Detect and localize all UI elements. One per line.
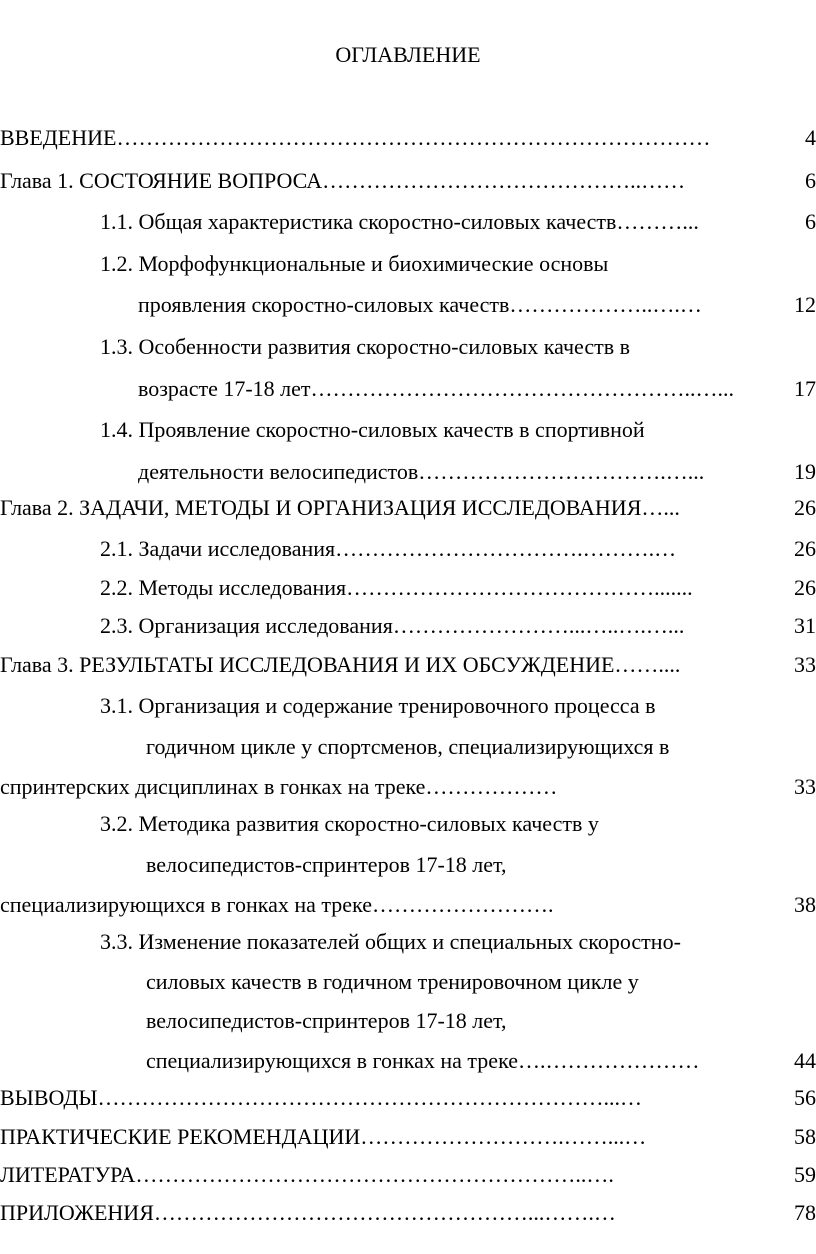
toc-page-number: 58 xyxy=(794,1124,816,1149)
page-title: ОГЛАВЛЕНИЕ xyxy=(335,42,481,67)
toc-page-number: 4 xyxy=(805,125,816,150)
toc-page-number: 59 xyxy=(794,1162,816,1187)
toc-entry-text: годичном цикле у спортсменов, специализирующихся в xyxy=(146,734,670,759)
toc-entry-text: 1.2. Морфофункциональные и биохимические основы xyxy=(100,251,609,276)
toc-page-number: 26 xyxy=(794,536,816,561)
toc-entry-text: ПРИЛОЖЕНИЯ……………………………………………...…….… xyxy=(0,1200,616,1225)
toc-entry-text: велосипедистов-спринтеров 17-18 лет, xyxy=(146,852,507,877)
toc-entry-text: проявления скоростно-силовых качеств………………..….… xyxy=(138,292,702,317)
toc-page-number: 56 xyxy=(794,1085,816,1110)
toc-page-number: 19 xyxy=(794,459,816,484)
toc-entry-text: 2.1. Задачи исследования…………………………….……….… xyxy=(100,536,677,561)
toc-entry-text: силовых качеств в годичном тренировочном цикле у xyxy=(146,969,639,994)
toc-entry-text: деятельности велосипедистов…………………………….…... xyxy=(138,459,705,484)
toc-entry-text: Глава 3. РЕЗУЛЬТАТЫ ИССЛЕДОВАНИЯ И ИХ ОБСУЖДЕНИЕ…….... xyxy=(0,652,681,677)
toc-entry-text: возрасте 17-18 лет……………………………………………..…... xyxy=(138,376,735,401)
toc-entry-text: Глава 1. СОСТОЯНИЕ ВОПРОСА……………………………………..…… xyxy=(0,168,686,193)
toc-entry-text: специализирующихся в гонках на треке….………………… xyxy=(146,1048,700,1073)
toc-page-number: 12 xyxy=(794,292,816,317)
toc-entry-text: 2.3. Организация исследования……………………...…..….…... xyxy=(100,613,685,638)
toc-page-number: 26 xyxy=(794,575,816,600)
toc-page-number: 38 xyxy=(794,892,816,917)
toc-page-number: 17 xyxy=(794,376,816,401)
toc-entry-text: спринтерских дисциплинах в гонках на треке……………… xyxy=(0,774,558,799)
toc-page-number: 26 xyxy=(794,495,816,520)
toc-entry-text: 3.1. Организация и содержание тренировочного процесса в xyxy=(100,693,656,718)
toc-entry-text: ВВЕДЕНИЕ……………………………………………………………………… xyxy=(0,125,711,150)
toc-entry-text: специализирующихся в гонках на треке……………………. xyxy=(0,892,554,917)
toc-entry-text: велосипедистов-спринтеров 17-18 лет, xyxy=(146,1008,507,1033)
toc-entry-text: 1.4. Проявление скоростно-силовых качеств в спортивной xyxy=(100,417,645,442)
toc-page-number: 44 xyxy=(794,1048,816,1073)
toc-entry-text: ЛИТЕРАТУРА……………………………………………………..…. xyxy=(0,1162,614,1187)
toc-entry-text: 3.3. Изменение показателей общих и специальных скоростно- xyxy=(100,929,681,954)
toc-page-number: 31 xyxy=(794,613,816,638)
toc-page-number: 33 xyxy=(794,652,816,677)
toc-page-number: 78 xyxy=(794,1200,816,1225)
toc-entry-text: 1.3. Особенности развития скоростно-силовых качеств в xyxy=(100,334,631,359)
toc-entry-text: Глава 2. ЗАДАЧИ, МЕТОДЫ И ОРГАНИЗАЦИЯ ИССЛЕДОВАНИЯ…... xyxy=(0,495,680,520)
toc-page-number: 6 xyxy=(805,168,816,193)
toc-entry-text: 1.1. Общая характеристика скоростно-силовых качеств………... xyxy=(100,209,699,234)
toc-entry-text: ПРАКТИЧЕСКИЕ РЕКОМЕНДАЦИИ……………………….……...… xyxy=(0,1124,647,1149)
toc-entry-text: 3.2. Методика развития скоростно-силовых качеств у xyxy=(100,811,599,836)
toc-page-number: 6 xyxy=(805,209,816,234)
toc-entry-text: 2.2. Методы исследования……………………………………....... xyxy=(100,575,693,600)
toc-entry-text: ВЫВОДЫ……………………………………………………………...… xyxy=(0,1085,643,1110)
toc-page-number: 33 xyxy=(794,774,816,799)
